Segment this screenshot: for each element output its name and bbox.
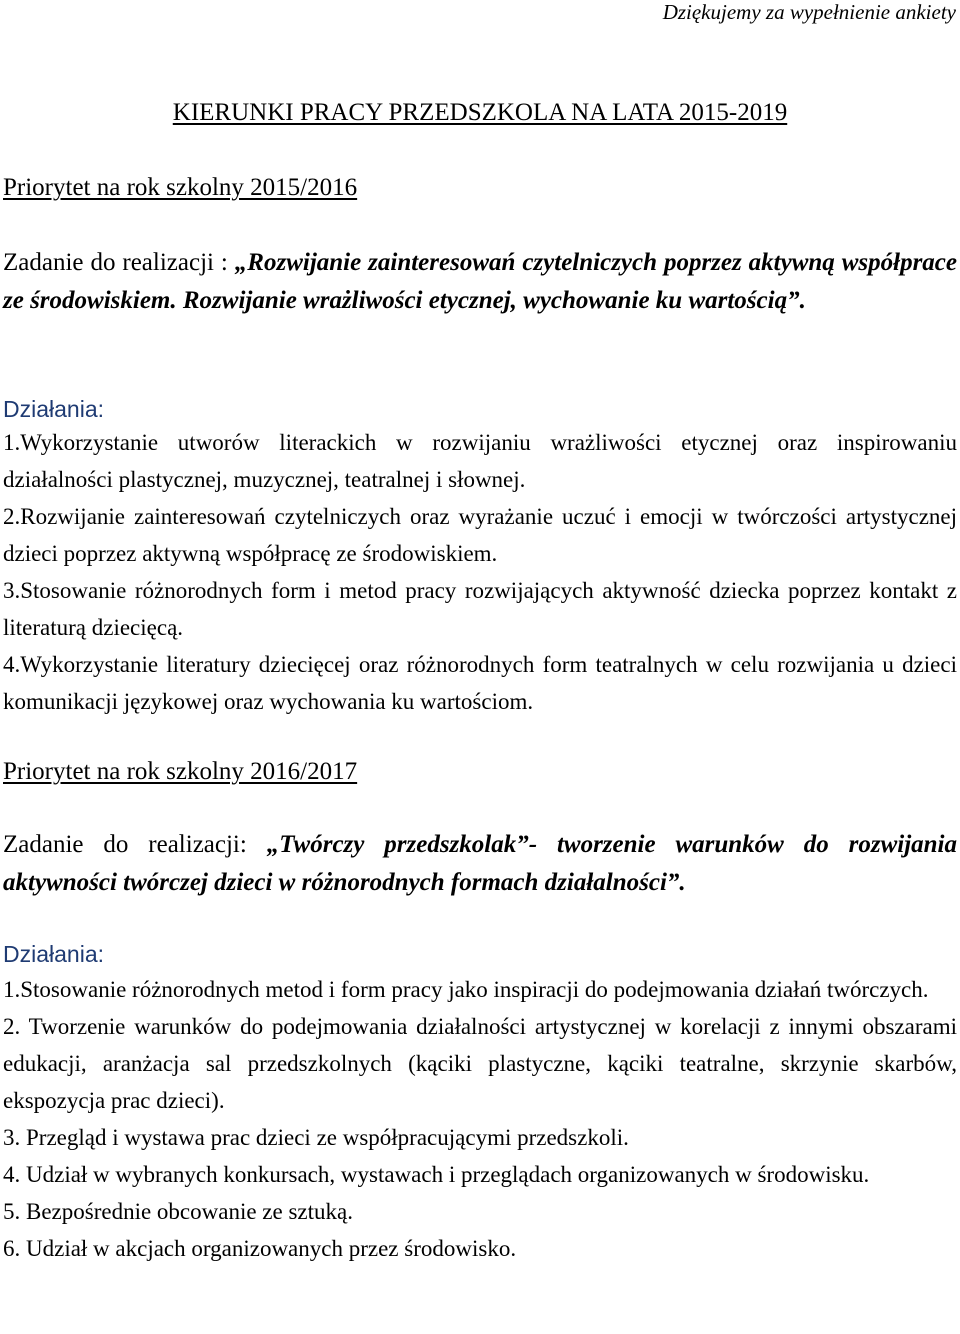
- action-item: 2.Rozwijanie zainteresowań czytelniczych oraz wyrażanie uczuć i emocji w twórczości artystycznej dzieci poprzez aktywną współpracę ze środowiskiem.: [3, 504, 957, 566]
- action-item: 4.Wykorzystanie literatury dziecięcej oraz różnorodnych form teatralnych w celu rozwijania u dzieci komunikacji językowej oraz wychowania ku wartościom.: [3, 652, 957, 714]
- document-title: KIERUNKI PRACY PRZEDSZKOLA NA LATA 2015-2019: [172, 99, 788, 126]
- action-item: 3.Stosowanie różnorodnych form i metod pracy rozwijających aktywność dziecka poprzez kontakt z literaturą dziecięcą.: [3, 578, 957, 640]
- task-label: Zadanie do realizacji :: [3, 249, 235, 276]
- actions-list-2016: [3, 971, 957, 1267]
- actions-heading-2016: Działania:: [3, 941, 104, 967]
- task-paragraph-2016: [3, 826, 957, 902]
- actions-heading-2015: Działania:: [3, 396, 104, 422]
- action-item: 1.Stosowanie różnorodnych metod i form pracy jako inspiracji do podejmowania działań twórczych.: [3, 977, 929, 1002]
- action-item: 5. Bezpośrednie obcowanie ze sztuką.: [3, 1199, 353, 1224]
- thank-you-note: Dziękujemy za wypełnienie ankiety: [662, 0, 956, 24]
- actions-list-2015: [3, 424, 957, 720]
- action-item: 6. Udział w akcjach organizowanych przez środowisko.: [3, 1236, 517, 1261]
- task-text: „Rozwijanie zainteresowań czytelniczych poprzez aktywną współprace ze środowiskiem. Rozwijanie wrażliwości etycznej, wychowanie ku wartością”.: [3, 249, 958, 314]
- task-label: Zadanie do realizacji:: [3, 831, 267, 858]
- task-paragraph-2015: [3, 244, 957, 320]
- action-item: 1.Wykorzystanie utworów literackich w rozwijaniu wrażliwości etycznej oraz inspirowaniu działalności plastycznej, muzycznej, teatralnej i słownej.: [3, 430, 957, 492]
- action-item: 2. Tworzenie warunków do podejmowania działalności artystycznej w korelacji z innymi obszarami edukacji, aranżacja sal przedszkolnych (kąciki plastyczne, kąciki teatralne, skrzynie skarbów, ekspozycja prac dzieci).: [3, 1014, 957, 1113]
- task-text: „Twórczy przedszkolak”- tworzenie warunków do rozwijania aktywności twórczej dzieci w różnorodnych formach działalności”.: [3, 831, 957, 896]
- action-item: 3. Przegląd i wystawa prac dzieci ze współpracującymi przedszkoli.: [3, 1125, 629, 1150]
- priority-heading-2016: Priorytet na rok szkolny 2016/2017: [3, 758, 358, 785]
- priority-heading-2015: Priorytet na rok szkolny 2015/2016: [3, 174, 358, 201]
- action-item: 4. Udział w wybranych konkursach, wystawach i przeglądach organizowanych w środowisku.: [3, 1162, 870, 1187]
